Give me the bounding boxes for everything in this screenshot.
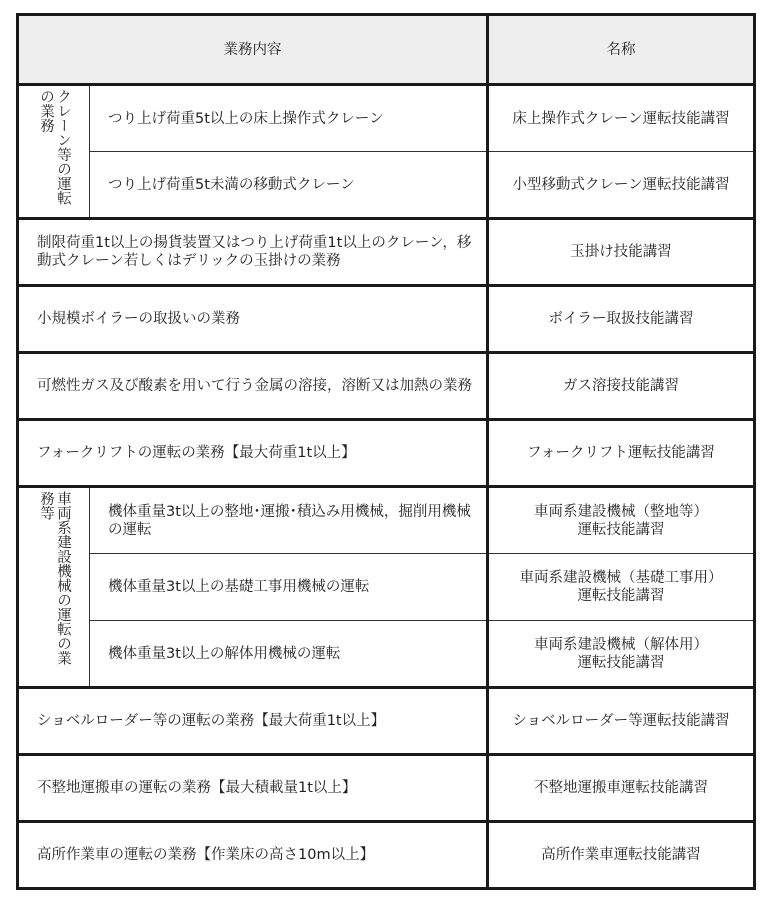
row-name-line: 運転技能講習 (577, 588, 665, 604)
crane-group-label: クレーン等の運転の業務 (18, 85, 90, 219)
row-name: 不整地運搬車運転技能講習 (488, 755, 755, 822)
table-row (18, 219, 755, 286)
table-row (18, 554, 755, 621)
row-content: つり上げ荷重5t以上の床上操作式クレーン (90, 85, 488, 152)
row-name: ボイラー取扱技能講習 (488, 286, 755, 353)
table-row (18, 286, 755, 353)
row-name: 玉掛け技能講習 (488, 219, 755, 286)
row-name (488, 554, 755, 621)
row-name (488, 621, 755, 688)
table-row (18, 487, 755, 554)
row-name: ガス溶接技能講習 (488, 353, 755, 420)
table-row (18, 85, 755, 152)
row-content: 高所作業車の運転の業務【作業床の高さ10m以上】 (18, 822, 488, 889)
row-content: 機体重量3t以上の整地･運搬･積込み用機械，掘削用機械の運転 (90, 487, 488, 554)
table-row (18, 353, 755, 420)
table-row (18, 822, 755, 889)
row-content: 不整地運搬車の運転の業務【最大積載量1t以上】 (18, 755, 488, 822)
row-name-line: 車両系建設機械（整地等） (534, 503, 708, 520)
row-name: 高所作業車運転技能講習 (488, 822, 755, 889)
header-name: 名称 (488, 15, 755, 85)
row-content: 可燃性ガス及び酸素を用いて行う金属の溶接，溶断又は加熱の業務 (18, 353, 488, 420)
row-content: ショベルローダー等の運転の業務【最大荷重1t以上】 (18, 688, 488, 755)
vehicle-group-label: 車両系建設機械の運転の業務等 (18, 487, 90, 688)
row-name-line: 運転技能講習 (577, 654, 665, 671)
row-content: 機体重量3t以上の解体用機械の運転 (90, 621, 488, 688)
table-row (18, 420, 755, 487)
row-name-line: 車両系建設機械（基礎工事用） (519, 570, 723, 586)
table-row (18, 621, 755, 688)
row-content: 機体重量3t以上の基礎工事用機械の運転 (90, 554, 488, 621)
header-row (18, 15, 755, 85)
row-name (488, 487, 755, 554)
license-table (16, 13, 756, 890)
table-row (18, 152, 755, 219)
table-row (18, 688, 755, 755)
table-row (18, 755, 755, 822)
header-content: 業務内容 (18, 15, 488, 85)
row-name-line: 運転技能講習 (577, 521, 665, 538)
row-name: ショベルローダー等運転技能講習 (488, 688, 755, 755)
row-name-line: 車両系建設機械（解体用） (534, 636, 708, 653)
row-name: 小型移動式クレーン運転技能講習 (488, 152, 755, 219)
row-content: 小規模ボイラーの取扱いの業務 (18, 286, 488, 353)
row-content: つり上げ荷重5t未満の移動式クレーン (90, 152, 488, 219)
row-name: 床上操作式クレーン運転技能講習 (488, 85, 755, 152)
row-name: フォークリフト運転技能講習 (488, 420, 755, 487)
row-content: 制限荷重1t以上の揚貨装置又はつり上げ荷重1t以上のクレーン，移動式クレーン若しくはデリックの玉掛けの業務 (18, 219, 488, 286)
row-content: フォークリフトの運転の業務【最大荷重1t以上】 (18, 420, 488, 487)
